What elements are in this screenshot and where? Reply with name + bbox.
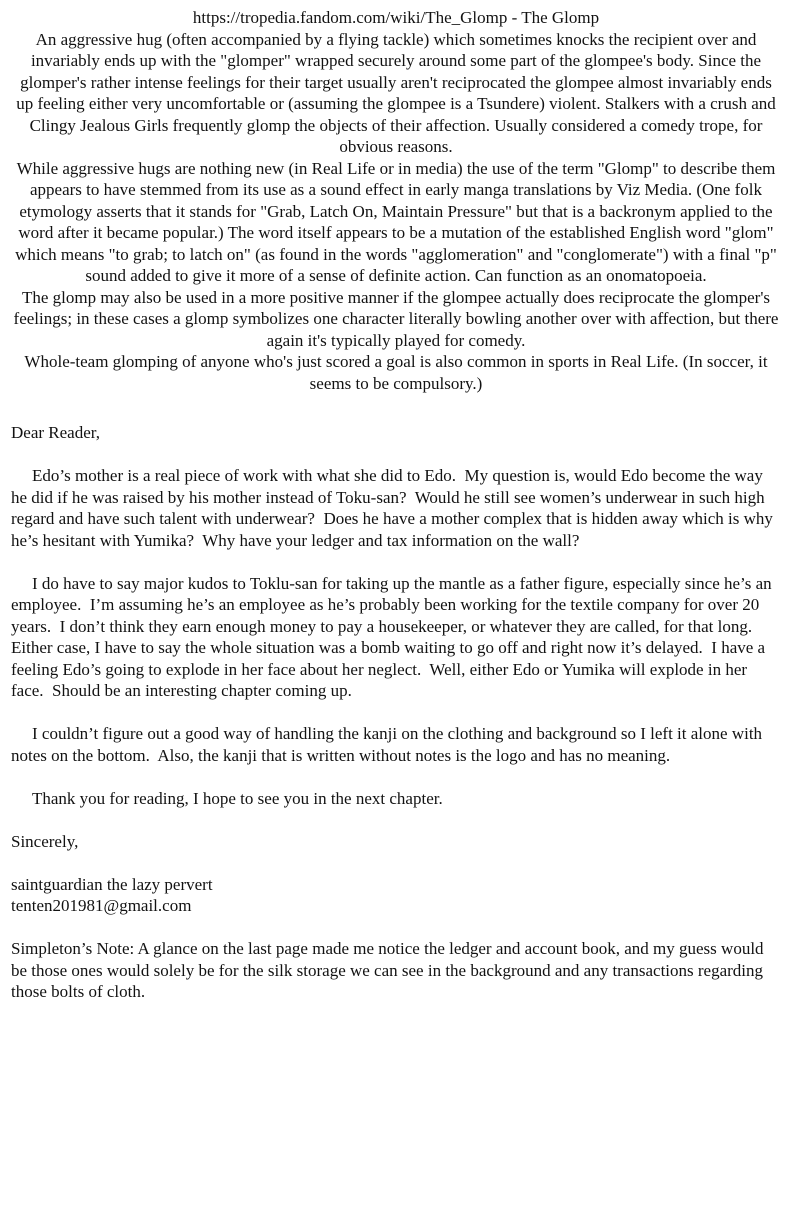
letter-closing: Sincerely, [11,831,79,851]
article-paragraph: While aggressive hugs are nothing new (in Real Life or in media) the use of the term "Glomp" to describe them appears to have stemmed from its use as a sound effect in early manga translations by Viz Media. (One folk etymology asserts that it stands for "Grab, Latch On, Maintain Pressure" but that is a backronym applied to the word after it became popular.) The word itself appears to be a mutation of the established English word "glom" which means "to grab; to latch on" (as found in the words "agglomeration" and "conglomerate") with a final "p" sound added to give it more of a sense of definite action. Can function as an onomatopoeia. [15,158,782,285]
article-paragraph: Whole-team glomping of anyone who's just scored a goal is also common in sports in Real Life. (In soccer, it seems to be compulsory.) [24,352,772,393]
article-paragraph: An aggressive hug (often accompanied by a flying tackle) which sometimes knocks the recipient over and invariably ends up with the "glomper" wrapped securely around some part of the glompee's body. Since the glomper's rather intense feelings for their target usually aren't reciprocated the glompee almost invariably ends up feeling either very uncomfortable or (assuming the glompee is a Tsundere) violent. Stalkers with a crush and Clingy Jealous Girls frequently glomp the objects of their affection. Usually considered a comedy trope, for obvious reasons. [16,29,780,156]
letter-salutation: Dear Reader, [11,423,100,442]
article-url-line: https://tropedia.fandom.com/wiki/The_Glomp - The Glomp [192,8,600,27]
article-paragraph: The glomp may also be used in a more positive manner if the glompee actually does reciprocate the glomper's feelings; in these cases a glomp symbolizes one character literally bowling another over with affection, but there again it's typically played for comedy. [13,287,783,350]
article-excerpt [11,7,781,394]
letter-paragraph: Edo’s mother is a real piece of work with what she did to Edo. My question is, would Edo become the way he did if he was raised by his mother instead of Toku-san? Would he still see women’s underwear in such high regard and have such talent with underwear? Does he have a mother complex that is hidden away which is why he’s hesitant with Yumika? Why have your ledger and tax information on the wall? [11,466,778,550]
signature-email: tenten201981@gmail.com [11,896,192,915]
simpletons-note: Simpleton’s Note: A glance on the last page made me notice the ledger and account book, and my guess would be those ones would solely be for the silk storage we can see in the background and any transactions regarding those bolts of cloth. [11,939,768,1001]
letter-paragraph: I do have to say major kudos to Toklu-san for taking up the mantle as a father figure, especially since he’s an employee. I’m assuming he’s an employee as he’s probably been working for the textile company for over 20 years. I don’t think they earn enough money to pay a housekeeper, or whatever they are called, for that long. Either case, I have to say the whole situation was a bomb waiting to go off and right now it’s delayed. I have a feeling Edo’s going to explode in her face about her neglect. Well, either Edo or Yumika will explode in her face. Should be an interesting chapter coming up. [11,573,776,700]
signature-name: saintguardian the lazy pervert [11,874,213,894]
letter-paragraph: I couldn’t figure out a good way of handling the kanji on the clothing and background so I left it alone with notes on the bottom. Also, the kanji that is written without notes is the logo and has no meaning. [11,724,767,765]
translator-letter [11,422,781,1003]
letter-thanks: Thank you for reading, I hope to see you in the next chapter. [32,788,443,808]
